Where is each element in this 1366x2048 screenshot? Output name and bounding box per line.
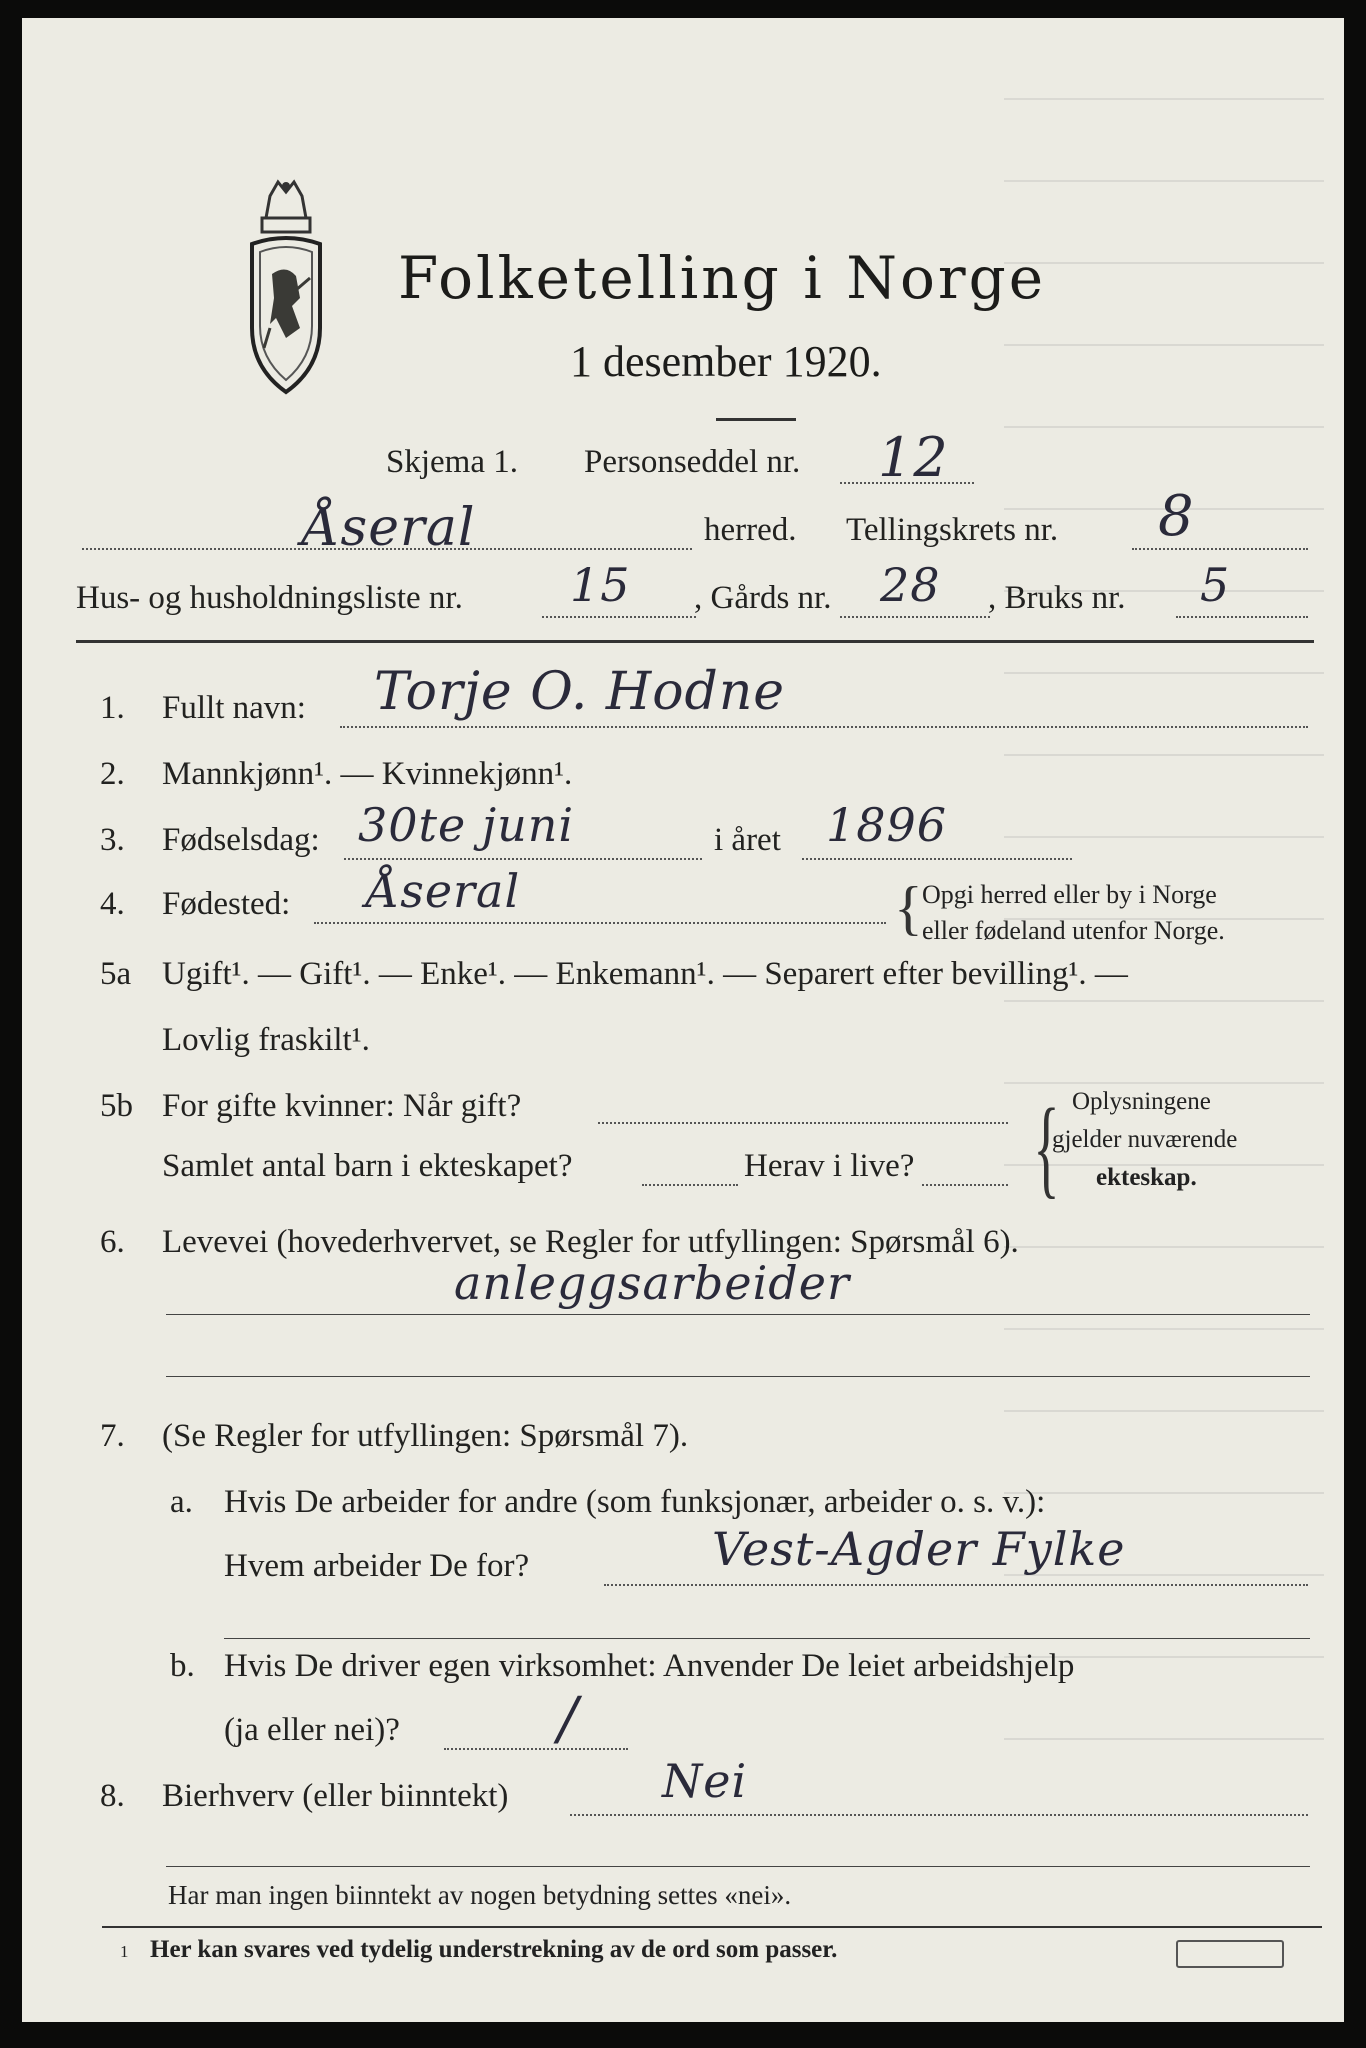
employer-field-2[interactable]: [224, 1638, 1310, 1639]
birthplace-field[interactable]: [314, 922, 886, 924]
married-when-field[interactable]: [598, 1122, 1008, 1124]
q5b-label: For gifte kvinner: Når gift?: [162, 1088, 522, 1124]
q8-label: Bierhverv (eller biinntekt): [162, 1778, 509, 1814]
marriage-note-2: gjelder nuværende: [1052, 1126, 1238, 1153]
bruks-value: 5: [1200, 558, 1231, 612]
birthplace-note-brace: {: [894, 875, 923, 941]
q4-number: 4.: [100, 886, 125, 922]
marriage-note-3: ekteskap.: [1096, 1164, 1197, 1191]
full-name-value: Torje O. Hodne: [374, 662, 786, 722]
q5b-children-label: Samlet antal barn i ekteskapet?: [162, 1148, 573, 1184]
header-divider: [76, 640, 1314, 643]
q4-label: Fødested:: [162, 886, 291, 922]
tellingskrets-value: 8: [1158, 484, 1195, 549]
coat-of-arms-icon: [230, 178, 342, 398]
birth-year-value: 1896: [826, 798, 948, 852]
full-name-field[interactable]: [340, 726, 1308, 728]
q3-label: Fødselsdag:: [162, 822, 320, 858]
personseddel-value: 12: [878, 426, 949, 489]
marital-status-options[interactable]: Ugift¹. — Gift¹. — Enke¹. — Enkemann¹. — Separert efter bevilling¹. —: [162, 956, 1128, 992]
side-income-value: Nei: [662, 1754, 748, 1808]
employer-value: Vest-Agder Fylke: [712, 1522, 1126, 1576]
footnote-text: Her kan svares ved tydelig understrekning av de ord som passer.: [150, 1936, 838, 1963]
q7a-label: Hvis De arbeider for andre (som funksjonær, arbeider o. s. v.):: [224, 1484, 1046, 1520]
hus-label: Hus- og husholdningsliste nr.: [76, 580, 463, 616]
bleed-through-lines: [1004, 18, 1344, 1518]
bruks-field[interactable]: [1176, 616, 1308, 618]
q7a-letter: a.: [170, 1484, 193, 1520]
herred-label: herred.: [704, 512, 797, 548]
birthday-value: 30te juni: [358, 798, 575, 852]
occupation-value: anleggsarbeider: [454, 1256, 850, 1310]
q3-number: 3.: [100, 822, 125, 858]
q5b-number: 5b: [100, 1088, 133, 1124]
employer-field[interactable]: [604, 1584, 1308, 1586]
birthplace-value: Åseral: [366, 864, 521, 918]
q7-number: 7.: [100, 1418, 125, 1454]
birth-year-field[interactable]: [802, 858, 1072, 860]
gards-field[interactable]: [840, 616, 990, 618]
bruks-label: , Bruks nr.: [988, 580, 1126, 616]
q1-label: Fullt navn:: [162, 690, 306, 726]
herred-value: Åseral: [302, 498, 476, 558]
q7b-label: Hvis De driver egen virksomhet: Anvender De leiet arbeidshjelp: [224, 1648, 1075, 1684]
hired-help-value: /: [558, 1684, 579, 1752]
hired-help-field[interactable]: [444, 1748, 628, 1750]
q7b-letter: b.: [170, 1648, 195, 1684]
gards-label: , Gårds nr.: [694, 580, 832, 616]
marriage-note-1: Oplysningene: [1072, 1088, 1211, 1115]
census-form-sheet: [22, 18, 1344, 2022]
footer-divider: [102, 1926, 1322, 1928]
tellingskrets-label: Tellingskrets nr.: [846, 512, 1059, 548]
children-count-field[interactable]: [642, 1184, 738, 1186]
marriage-note-brace: {: [1033, 1086, 1060, 1208]
side-income-field-2[interactable]: [166, 1866, 1310, 1867]
footnote-mark: 1: [120, 1942, 129, 1961]
footer-note: Har man ingen biinntekt av nogen betydning settes «nei».: [168, 1880, 792, 1910]
q8-number: 8.: [100, 1778, 125, 1814]
q5a-number: 5a: [100, 956, 132, 992]
birthplace-note-2: eller fødeland utenfor Norge.: [922, 916, 1225, 945]
skjema-label: Skjema 1.: [386, 444, 518, 480]
occupation-field-2[interactable]: [166, 1376, 1310, 1377]
side-income-field[interactable]: [570, 1814, 1308, 1816]
birth-year-label: i året: [714, 822, 781, 858]
q5b-alive-label: Herav i live?: [744, 1148, 915, 1184]
marital-status-options-2[interactable]: Lovlig fraskilt¹.: [162, 1022, 370, 1058]
q6-number: 6.: [100, 1224, 125, 1260]
q1-number: 1.: [100, 690, 125, 726]
q7-label: (Se Regler for utfyllingen: Spørsmål 7).: [162, 1418, 689, 1454]
children-alive-field[interactable]: [922, 1184, 1008, 1186]
q2-number: 2.: [100, 756, 125, 792]
form-date: 1 desember 1920.: [570, 337, 882, 386]
title-divider: [716, 418, 796, 421]
form-title: Folketelling i Norge: [398, 244, 1047, 312]
hus-value: 15: [570, 558, 631, 612]
hus-field[interactable]: [542, 616, 696, 618]
personseddel-label: Personseddel nr.: [584, 444, 801, 480]
q7a-employer-label: Hvem arbeider De for?: [224, 1548, 530, 1584]
printer-stamp: [1176, 1940, 1284, 1968]
birthday-field[interactable]: [344, 858, 702, 860]
q6-label: Levevei (hovederhvervet, se Regler for utfyllingen: Spørsmål 6).: [162, 1224, 1019, 1260]
occupation-field[interactable]: [166, 1314, 1310, 1315]
birthplace-note-1: Opgi herred eller by i Norge: [922, 880, 1217, 909]
sex-options[interactable]: Mannkjønn¹. — Kvinnekjønn¹.: [162, 756, 573, 792]
gards-value: 28: [880, 558, 941, 612]
q7b-yesno-label: (ja eller nei)?: [224, 1712, 400, 1748]
